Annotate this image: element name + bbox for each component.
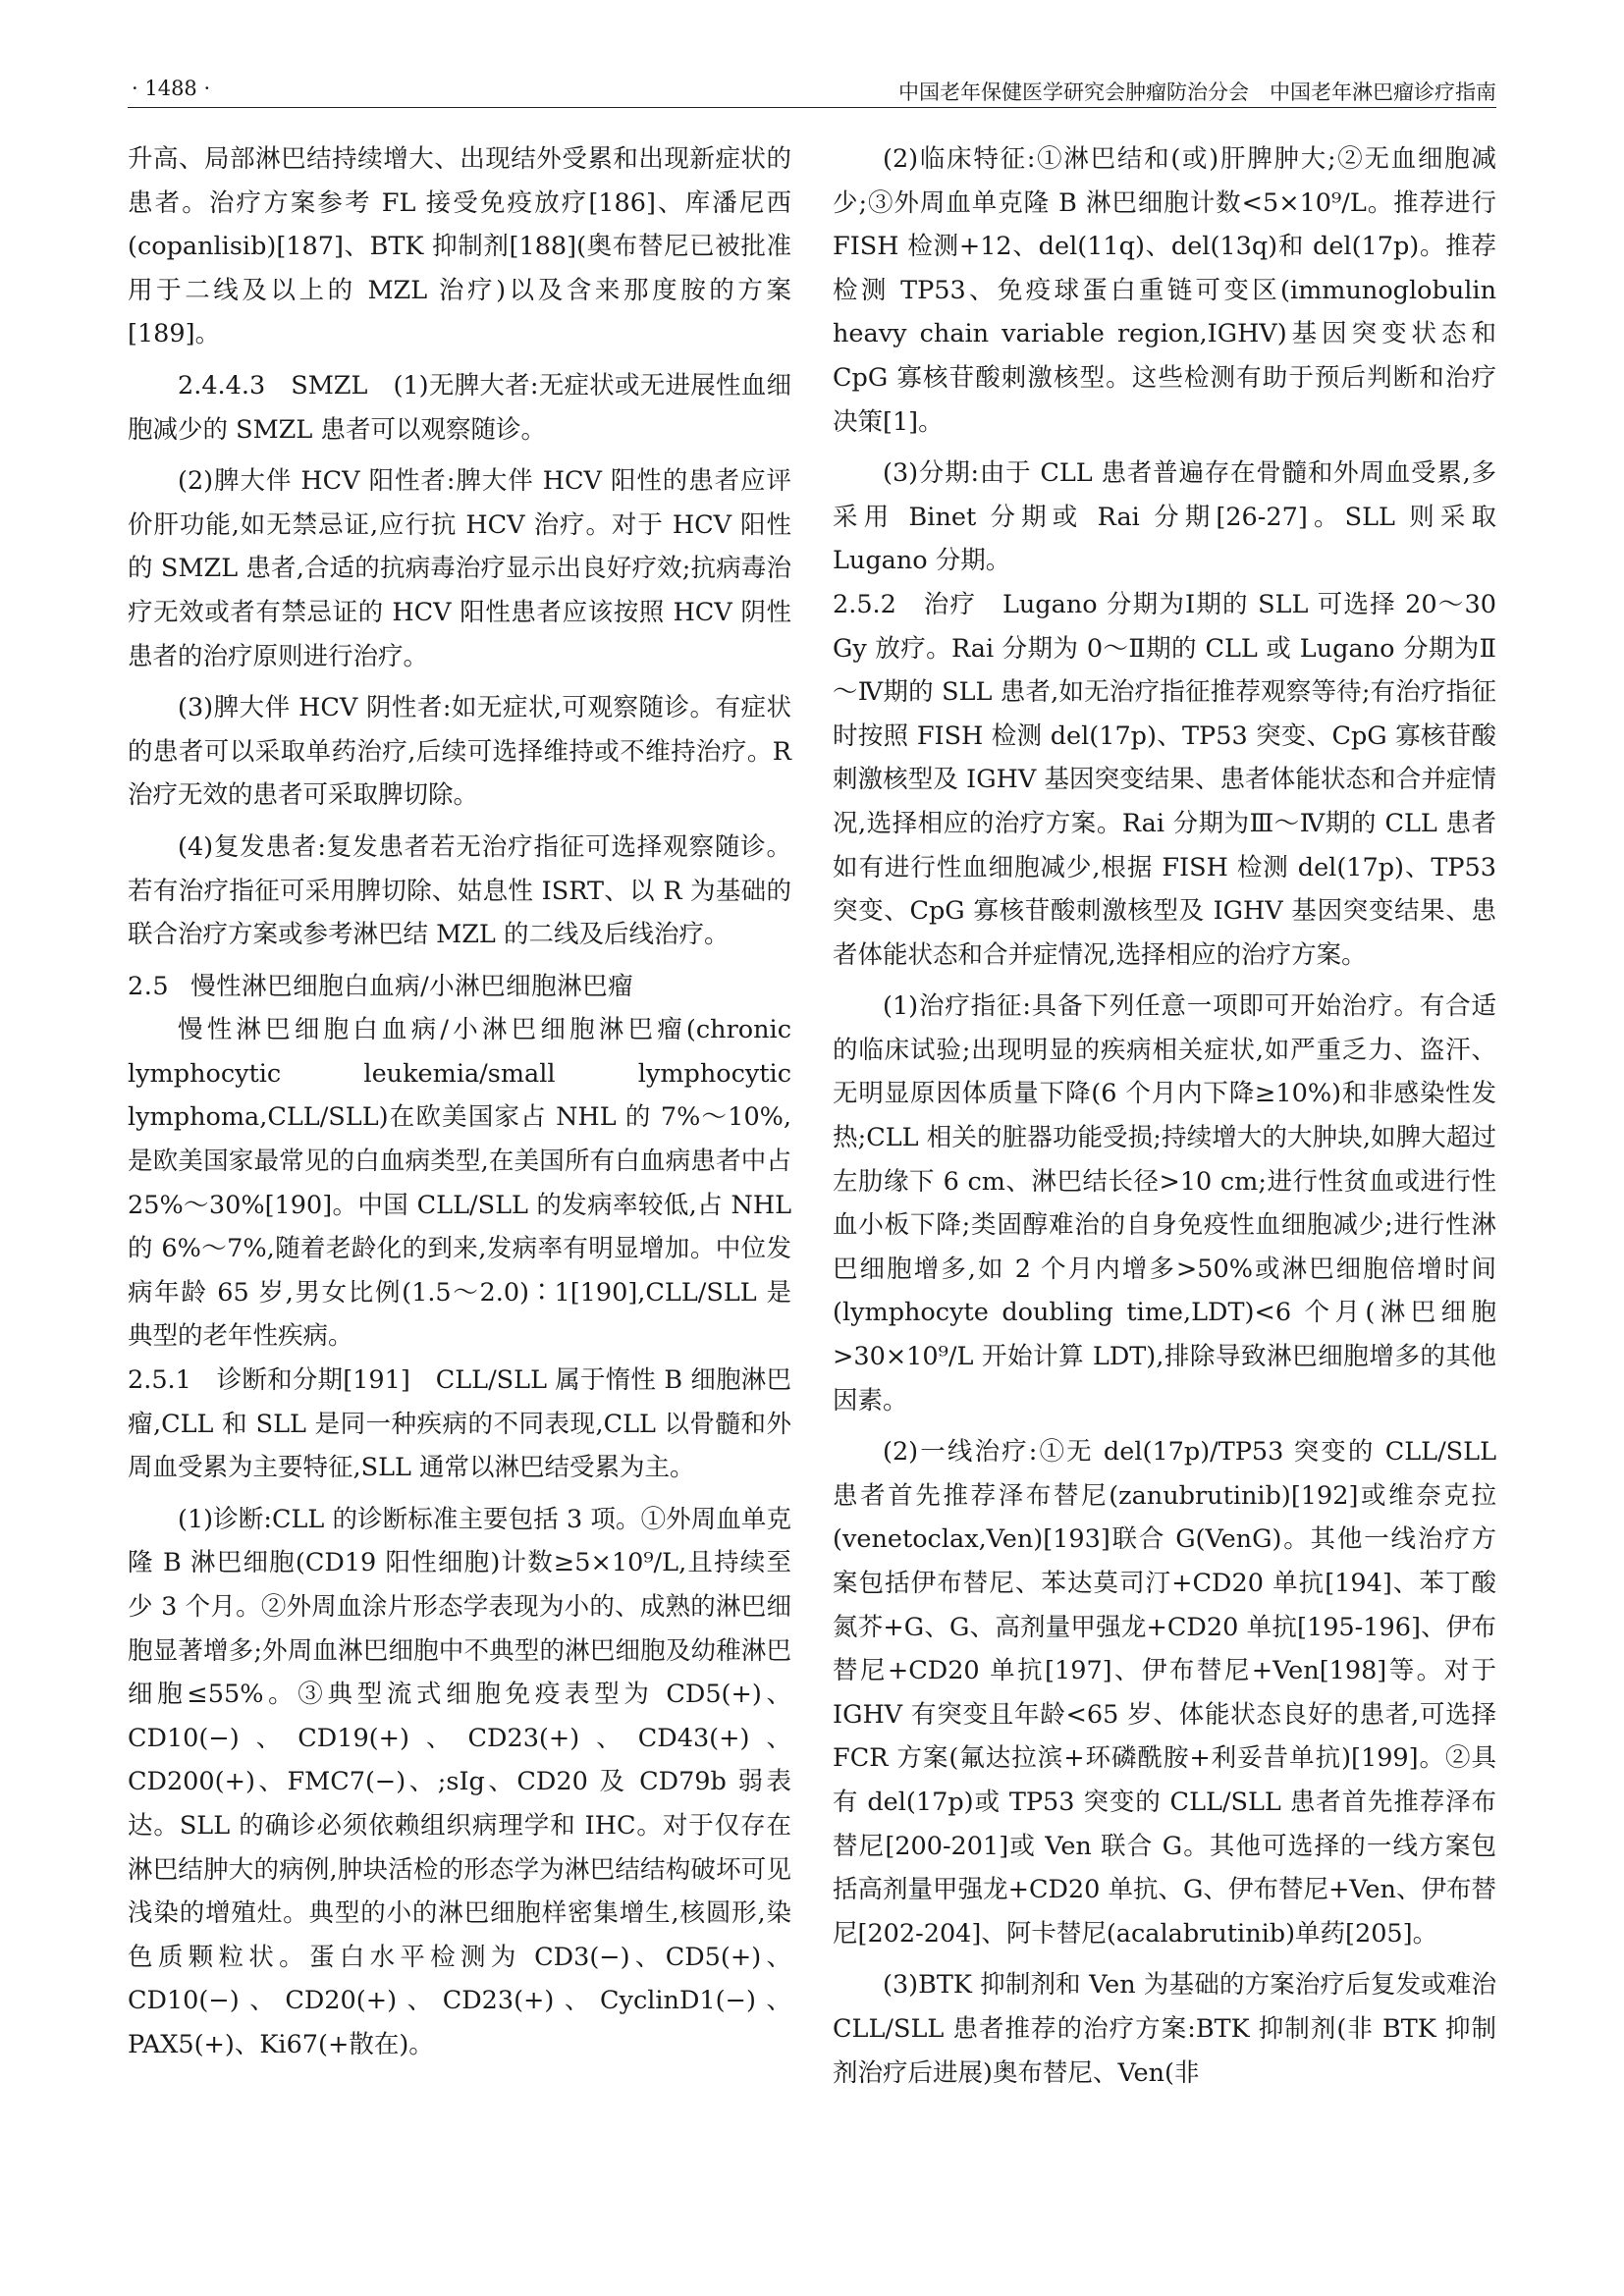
right-column [833,137,1496,2095]
left-column [128,137,791,2067]
paragraph: (2)脾大伴 HCV 阳性者:脾大伴 HCV 阳性的患者应评价肝功能,如无禁忌证,应行抗 HCV 治疗。对于 HCV 阳性的 SMZL 患者,合适的抗病毒治疗显示出良好疗效;抗病毒治疗无效或者有禁忌证的 HCV 阳性患者应该按照 HCV 阴性患者的治疗原则进行治疗。 [128,466,791,671]
page-number: · 1488 · [132,77,211,100]
paragraph: 2.5.1 诊断和分期[191] CLL/SLL 属于惰性 B 细胞淋巴瘤,CLL 和 SLL 是同一种疾病的不同表现,CLL 以骨髓和外周血受累为主要特征,SLL 通常以淋巴结受累为主。 [128,1365,791,1483]
paragraph: 升高、局部淋巴结持续增大、出现结外受累和出现新症状的患者。治疗方案参考 FL 接受免疫放疗[186]、库潘尼西(copanlisib)[187]、BTK 抑制剂[188](奥布替尼已被批准用于二线及以上的 MZL 治疗)以及含来那度胺的方案[189]。 [128,144,791,349]
paragraph: (3)BTK 抑制剂和 Ven 为基础的方案治疗后复发或难治 CLL/SLL 患者推荐的治疗方案:BTK 抑制剂(非 BTK 抑制剂治疗后进展)奥布替尼、Ven(非 [833,1970,1496,2088]
section-number: 2.5 [128,971,170,1001]
header-rule [128,107,1496,108]
paragraph: (3)分期:由于 CLL 患者普遍存在骨髓和外周血受累,多采用 Binet 分期或 Rai 分期[26-27]。SLL 则采取 Lugano 分期。 [833,458,1496,576]
paragraph: (1)诊断:CLL 的诊断标准主要包括 3 项。①外周血单克隆 B 淋巴细胞(CD19 阳性细胞)计数≥5×10⁹/L,且持续至少 3 个月。②外周血涂片形态学表现为小的、成熟的淋巴细胞显著增多;外周血淋巴细胞中不典型的淋巴细胞及幼稚淋巴细胞≤55%。③典型流式细胞免疫表型为 CD5(+)、CD10(−)、CD19(+)、CD23(+)、CD43(+)、CD200(+)、FMC7(−)、;sIg、CD20 及 CD79b 弱表达。SLL 的确诊必须依赖组织病理学和 IHC。对于仅存在淋巴结肿大的病例,肿块活检的形态学为淋巴结结构破坏可见浅染的增殖灶。典型的小的淋巴细胞样密集增生,核圆形,染色质颗粒状。蛋白水平检测为 CD3(−)、CD5(+)、CD10(−)、CD20(+)、CD23(+)、CyclinD1(−)、PAX5(+)、Ki67(+散在)。 [128,1504,791,2059]
paragraph: (2)临床特征:①淋巴结和(或)肝脾肿大;②无血细胞减少;③外周血单克隆 B 淋巴细胞计数<5×10⁹/L。推荐进行 FISH 检测+12、del(11q)、del(13q)和 del(17p)。推荐检测 TP53、免疫球蛋白重链可变区(immunoglobulin heavy chain variable region,IGHV)基因突变状态和 CpG 寡核苷酸刺激核型。这些检测有助于预后判断和治疗决策[1]。 [833,144,1496,437]
section-title: 慢性淋巴细胞白血病/小淋巴细胞淋巴瘤 [190,971,634,1001]
paragraph: (4)复发患者:复发患者若无治疗指征可选择观察随诊。若有治疗指征可采用脾切除、姑息性 ISRT、以 R 为基础的联合治疗方案或参考淋巴结 MZL 的二线及后线治疗。 [128,831,791,950]
paragraph: (1)治疗指征:具备下列任意一项即可开始治疗。有合适的临床试验;出现明显的疾病相关症状,如严重乏力、盗汗、无明显原因体质量下降(6 个月内下降≥10%)和非感染性发热;CLL 相关的脏器功能受损;持续增大的大肿块,如脾大超过左肋缘下 6 cm、淋巴结长径>10 cm;进行性贫血或进行性血小板下降;类固醇难治的自身免疫性血细胞减少;进行性淋巴细胞增多,如 2 个月内增多>50%或淋巴细胞倍增时间(lymphocyte doubling time,LDT)<6 个月(淋巴细胞>30×10⁹/L 开始计算 LDT),排除导致淋巴细胞增多的其他因素。 [833,991,1496,1415]
running-header [128,69,1496,108]
paragraph: (2)一线治疗:①无 del(17p)/TP53 突变的 CLL/SLL 患者首先推荐泽布替尼(zanubrutinib)[192]或维奈克拉(venetoclax,Ven)[193]联合 G(VenG)。其他一线治疗方案包括伊布替尼、苯达莫司汀+CD20 单抗[194]、苯丁酸氮芥+G、G、高剂量甲强龙+CD20 单抗[195-196]、伊布替尼+CD20 单抗[197]、伊布替尼+Ven[198]等。对于 IGHV 有突变且年龄<65 岁、体能状态良好的患者,可选择 FCR 方案(氟达拉滨+环磷酰胺+利妥昔单抗)[199]。②具有 del(17p)或 TP53 突变的 CLL/SLL 患者首先推荐泽布替尼[200-201]或 Ven 联合 G。其他可选择的一线方案包括高剂量甲强龙+CD20 单抗、G、伊布替尼+Ven、伊布替尼[202-204]、阿卡替尼(acalabrutinib)单药[205]。 [833,1437,1496,1949]
paragraph: 2.5.2 治疗 Lugano 分期为Ⅰ期的 SLL 可选择 20～30 Gy 放疗。Rai 分期为 0～Ⅱ期的 CLL 或 Lugano 分期为Ⅱ～Ⅳ期的 SLL 患者,如无治疗指征推荐观察等待;有治疗指征时按照 FISH 检测 del(17p)、TP53 突变、CpG 寡核苷酸刺激核型及 IGHV 基因突变结果、患者体能状态和合并症情况,选择相应的治疗方案。Rai 分期为Ⅲ～Ⅳ期的 CLL 患者如有进行性血细胞减少,根据 FISH 检测 del(17p)、TP53 突变、CpG 寡核苷酸刺激核型及 IGHV 基因突变结果、患者体能状态和合并症情况,选择相应的治疗方案。 [833,589,1496,970]
paragraph: 2.4.4.3 SMZL (1)无脾大者:无症状或无进展性血细胞减少的 SMZL 患者可以观察随诊。 [128,370,791,445]
paragraph: (3)脾大伴 HCV 阴性者:如无症状,可观察随诊。有症状的患者可以采取单药治疗,后续可选择维持或不维持治疗。R 治疗无效的患者可采取脾切除。 [128,693,791,811]
section-heading [128,965,791,1009]
paragraph: 慢性淋巴细胞白血病/小淋巴细胞淋巴瘤(chronic lymphocytic leukemia/small lymphocytic lymphoma,CLL/SLL)在欧美国家占 NHL 的 7%～10%,是欧美国家最常见的白血病类型,在美国所有白血病患者中占 25%～30%[190]。中国 CLL/SLL 的发病率较低,占 NHL 的 6%～7%,随着老龄化的到来,发病率有明显增加。中位发病年龄 65 岁,男女比例(1.5～2.0)∶1[190],CLL/SLL 是典型的老年性疾病。 [128,1015,791,1352]
journal-title: 中国老年保健医学研究会肿瘤防治分会 中国老年淋巴瘤诊疗指南 [898,80,1496,104]
